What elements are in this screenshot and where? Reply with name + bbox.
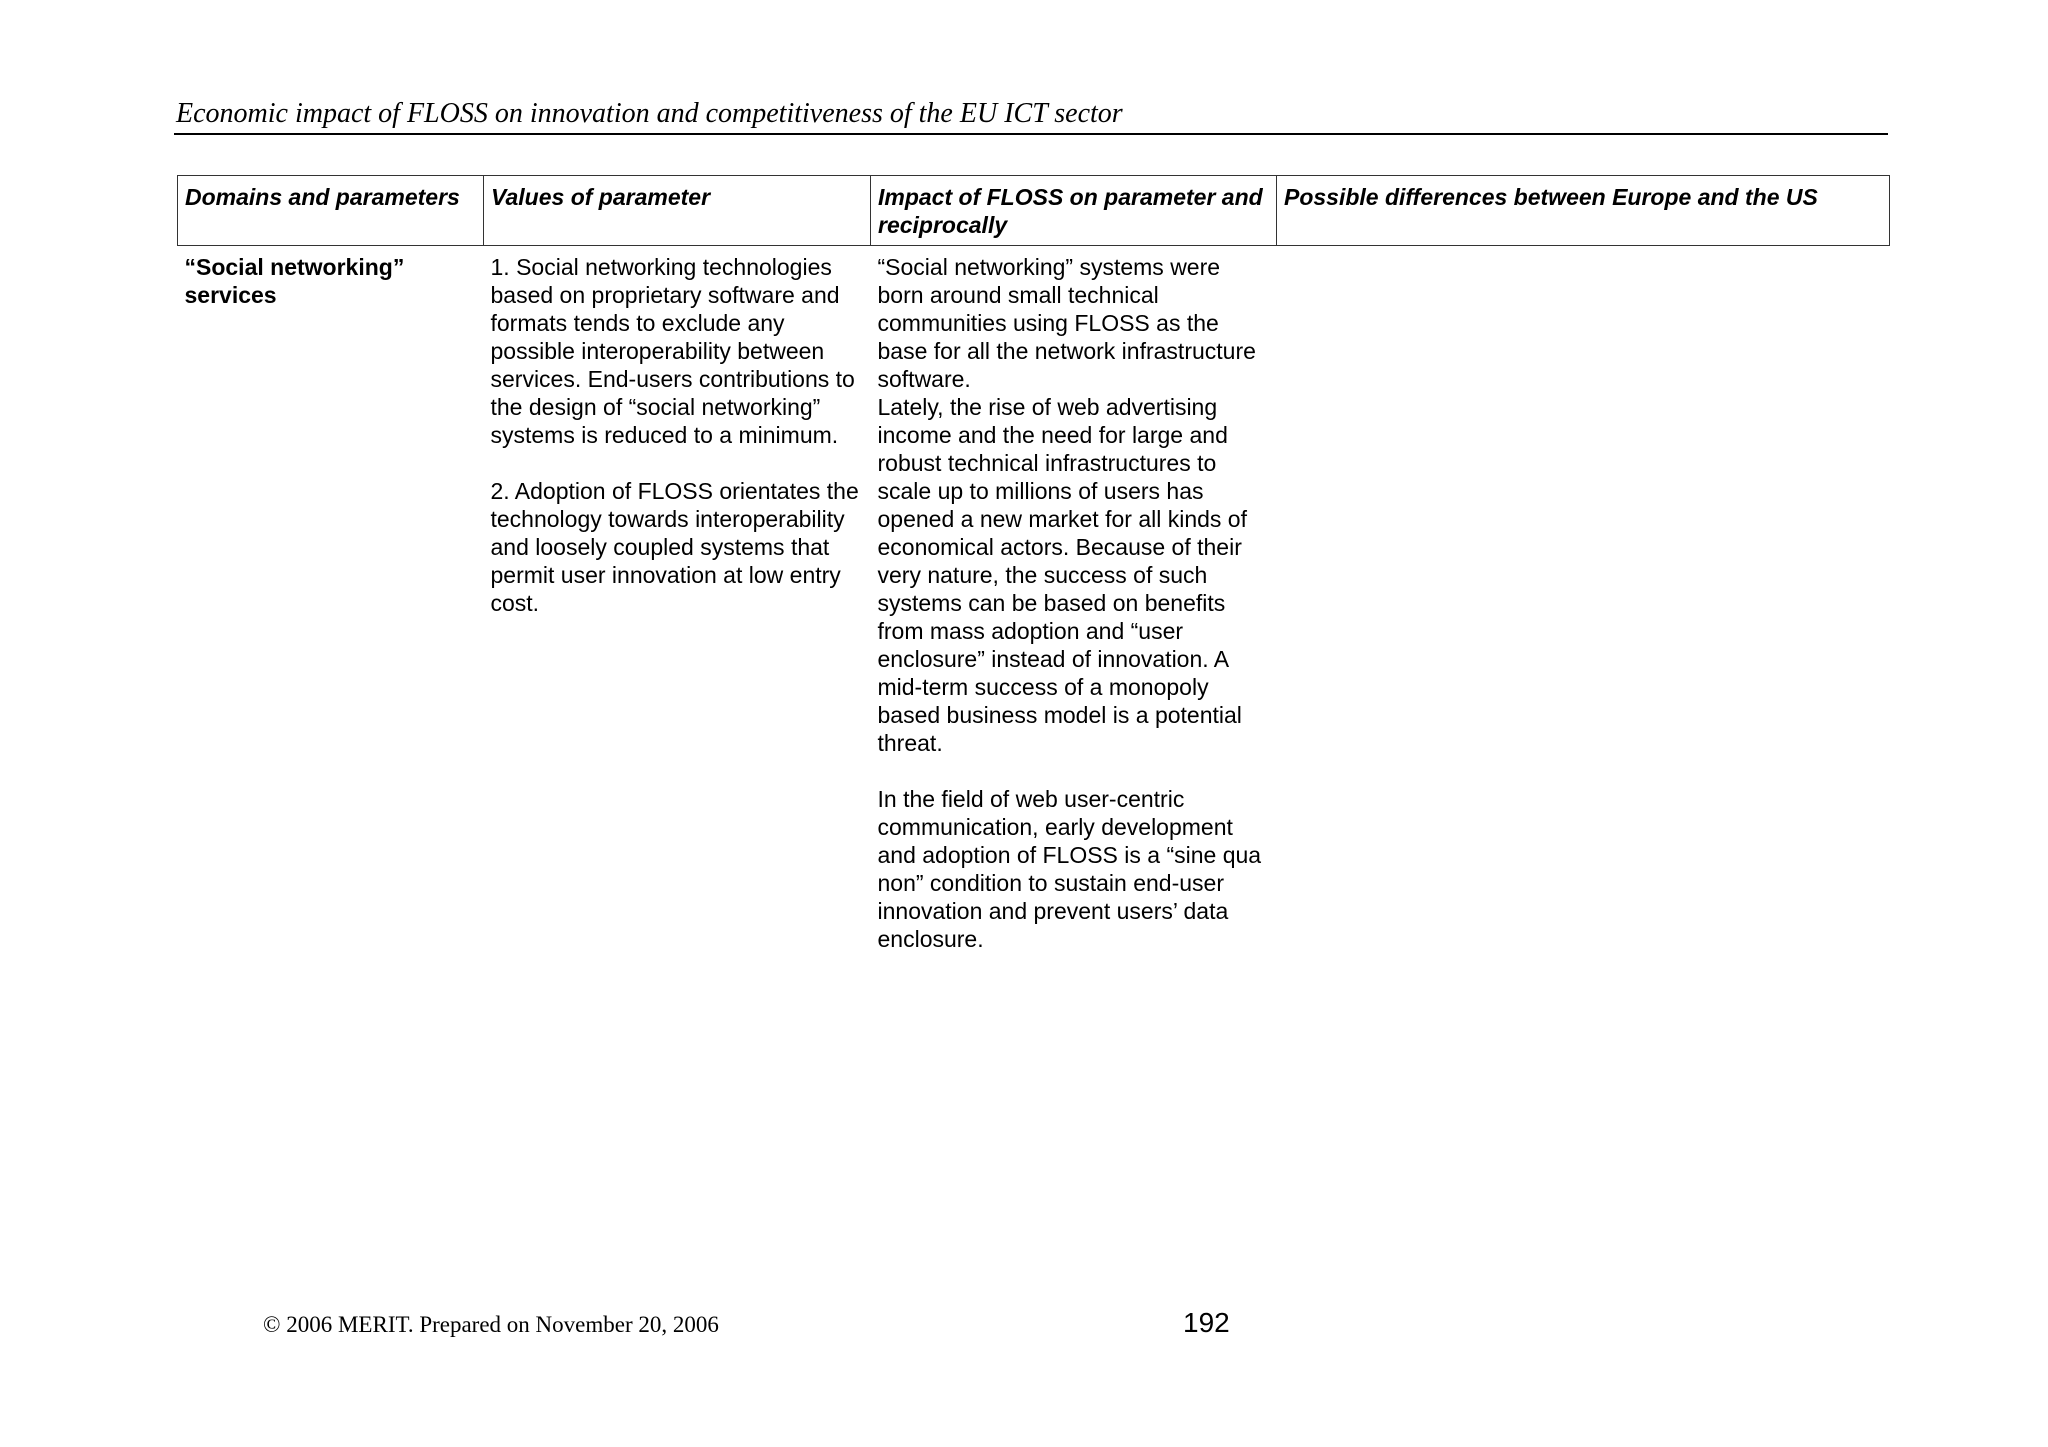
running-header: Economic impact of FLOSS on innovation and competitiveness of the EU ICT sector xyxy=(176,98,1123,129)
header-differences-europe-us: Possible differences between Europe and the US xyxy=(1277,176,1890,246)
values-paragraph: 1. Social networking technologies based on proprietary software and formats tends to exclude any possible interoperability between services. End-users contributions to the design of “social networking” systems is reduced to a minimum. xyxy=(490,254,855,448)
domain-cell: “Social networking” services xyxy=(184,254,405,308)
table-header-row xyxy=(178,176,1890,246)
header-impact-of-floss: Impact of FLOSS on parameter and reciprocally xyxy=(871,176,1277,246)
impact-paragraph: In the field of web user-centric communication, early development and adoption of FLOSS is a “sine qua non” condition to sustain end-user innovation and prevent users’ data enclosure. xyxy=(877,786,1262,952)
table-row xyxy=(178,246,1890,954)
page-number: 192 xyxy=(1183,1307,1230,1338)
impact-paragraph: “Social networking” systems were born around small technical communities using FLOSS as the base for all the network infrastructure software. xyxy=(877,254,1256,392)
differences-cell xyxy=(1277,246,1890,954)
header-domains-and-parameters: Domains and parameters xyxy=(178,176,484,246)
parameter-table xyxy=(177,175,1890,953)
values-paragraph: 2. Adoption of FLOSS orientates the technology towards interoperability and loosely coupled systems that permit user innovation at low entry cost. xyxy=(490,478,859,616)
values-cell xyxy=(484,246,871,954)
header-rule xyxy=(174,133,1888,135)
header-values-of-parameter: Values of parameter xyxy=(484,176,871,246)
parameter-table-container xyxy=(177,175,1889,953)
footer-copyright: © 2006 MERIT. Prepared on November 20, 2006 xyxy=(263,1312,719,1337)
impact-paragraph: Lately, the rise of web advertising income and the need for large and robust technical infrastructures to scale up to millions of users has opened a new market for all kinds of economical actors. Because of their very nature, the success of such systems can be based on benefits from mass adoption and “user enclosure” instead of innovation. A mid-term success of a monopoly based business model is a potential threat. xyxy=(877,394,1247,756)
impact-cell xyxy=(871,246,1277,954)
